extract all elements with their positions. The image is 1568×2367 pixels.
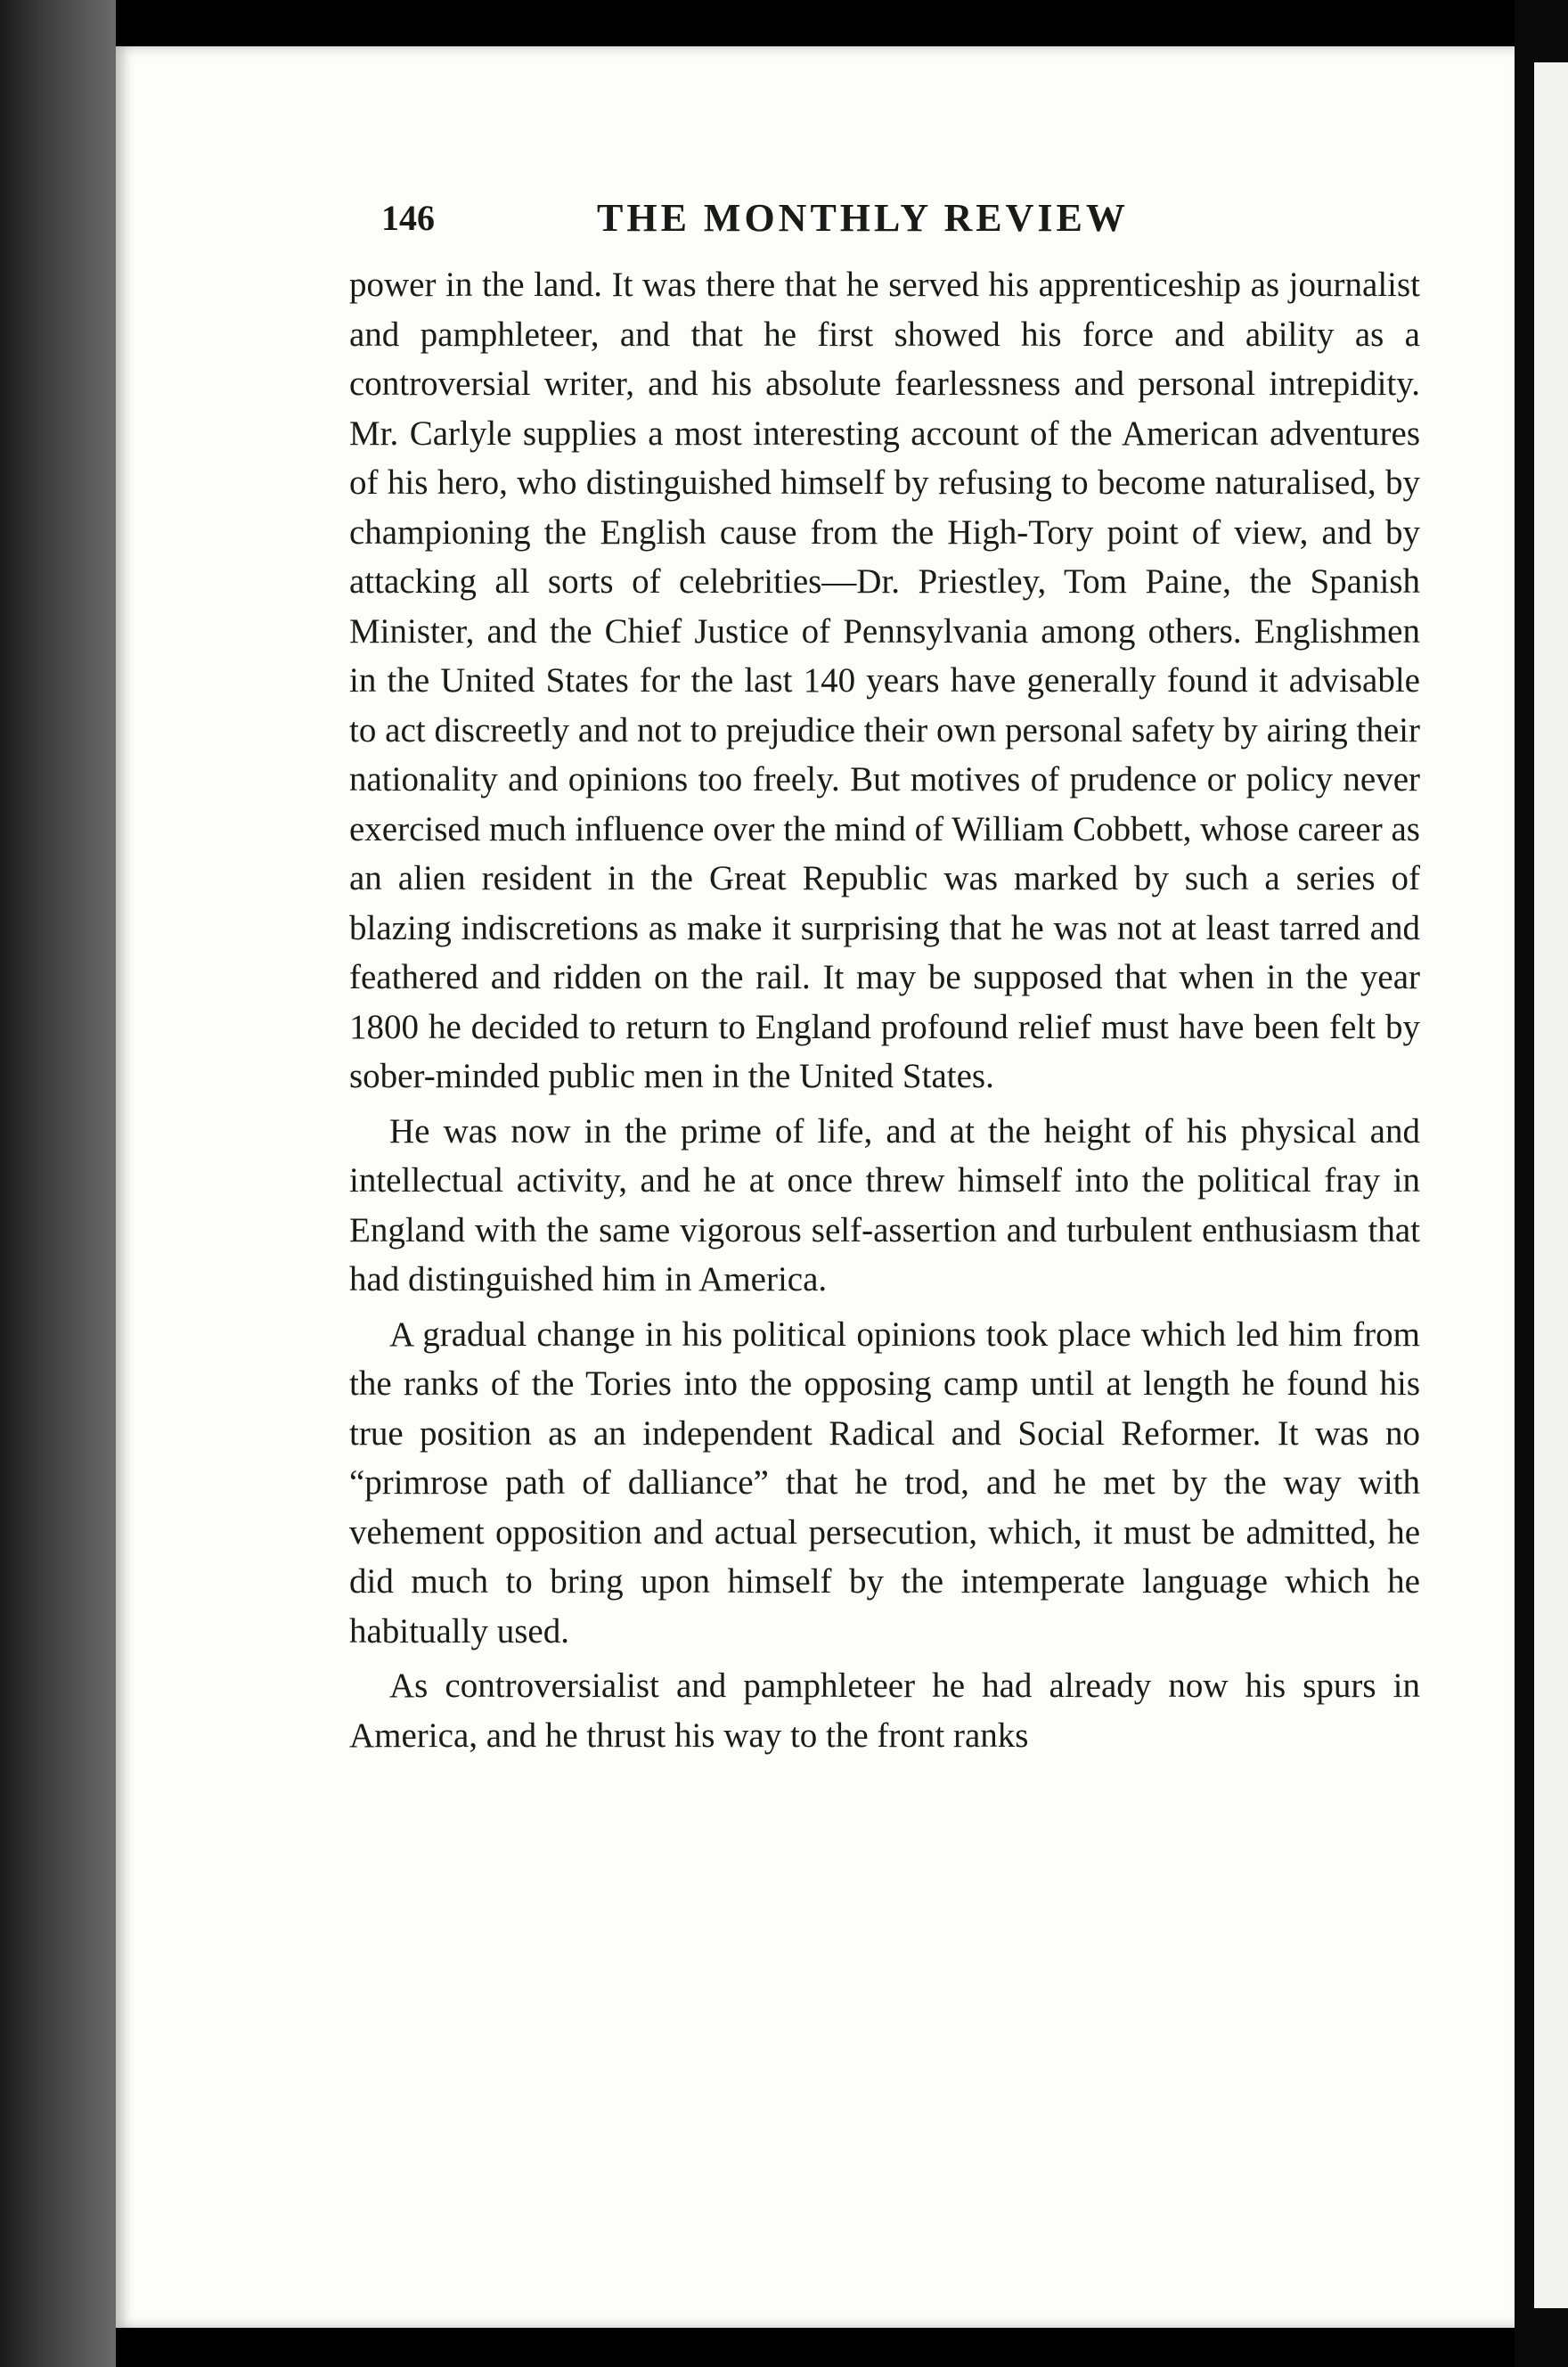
paragraph-1: power in the land. It was there that he served his apprenticeship as journalist and pamphleteer, and that he first showed his force and ability as a controversial writer, and his absolute fearlessness and personal intrepidity. Mr. Carlyle supplies a most interesting account of the American adventures of his hero, who distinguished himself by refusing to become naturalised, by championing the English cause from the High-Tory point of view, and by attacking all sorts of celebrities—Dr. Priestley, Tom Paine, the Spanish Minister, and the Chief Justice of Pennsylvania among others. Englishmen in the United States for the last 140 years have generally found it advisable to act discreetly and not to prejudice their own personal safety by airing their nationality and opinions too freely. But motives of prudence or policy never exercised much influence over the mind of William Cobbett, whose career as an alien resident in the Great Republic was marked by such a series of blazing indiscretions as make it surprising that he was not at least tarred and feathered and ridden on the rail. It may be supposed that when in the year 1800 he decided to return to England profound relief must have been felt by sober-minded public men in the United States. xyxy=(349,266,1420,1095)
paragraph-2: He was now in the prime of life, and at the height of his physical and intellectual activity, and he at once threw himself into the political fray in England with the same vigorous self-assertion and turbulent enthusiasm that had distinguished him in America. xyxy=(349,1111,1420,1298)
running-head xyxy=(381,187,1210,250)
journal-title: THE MONTHLY REVIEW xyxy=(597,196,1129,240)
book-binding-edge xyxy=(0,0,116,2367)
facing-page-edge xyxy=(1534,62,1568,2308)
page-number: 146 xyxy=(381,198,435,238)
body-text xyxy=(349,260,1420,1760)
paragraph-4: As controversialist and pamphleteer he had already now his spurs in America, and he thrust his way to the front ranks xyxy=(349,1667,1420,1755)
paragraph-3: A gradual change in his political opinions took place which led him from the ranks of the Tories into the opposing camp until at length he found his true position as an independent Radical and Social Reformer. It was no “primrose path of dalliance” that he trod, and he met by the way with vehement opposition and actual persecution, which, it must be admitted, he did much to bring upon himself by the intemperate language which he habitually used. xyxy=(349,1315,1420,1650)
